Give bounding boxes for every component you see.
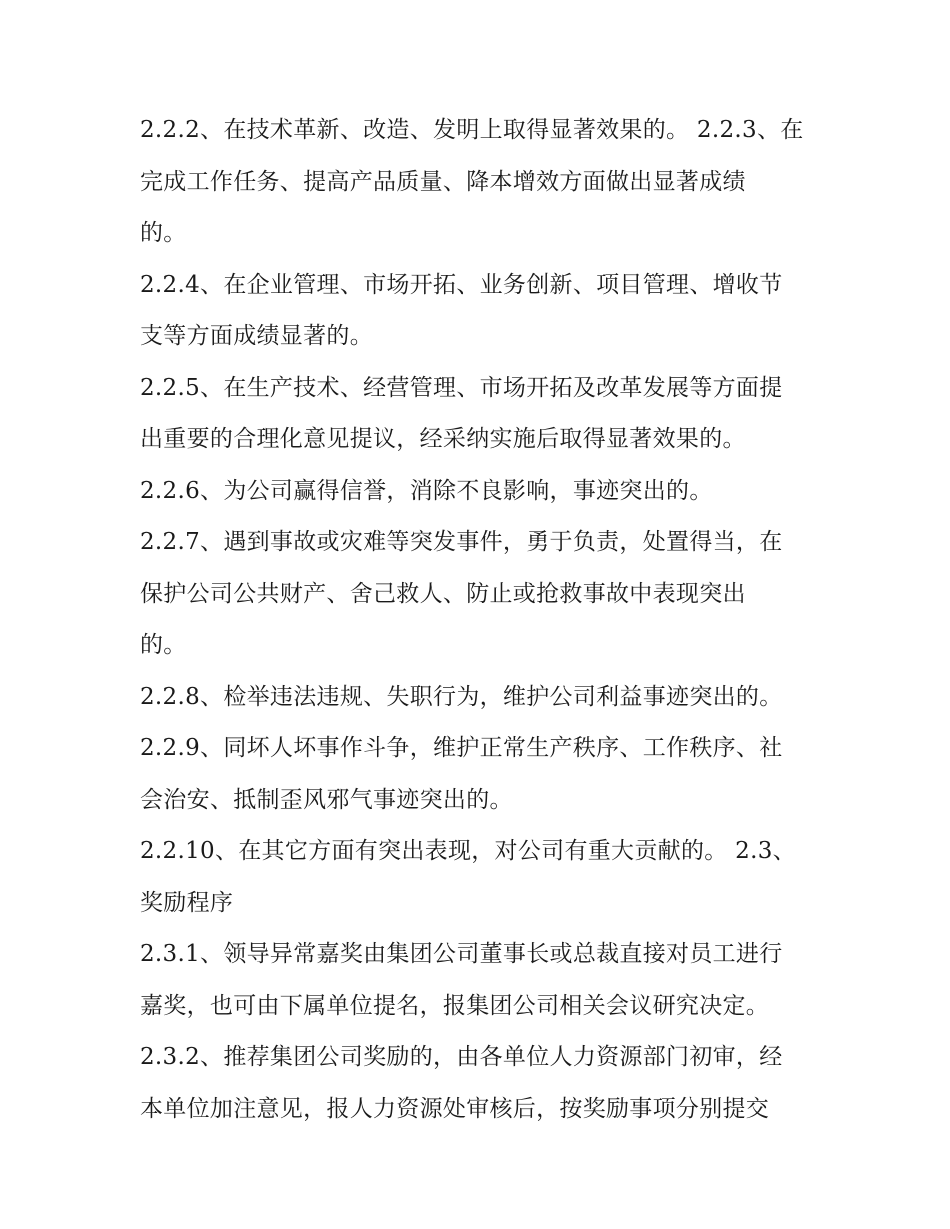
text-line: 2.2.8、检举违法违规、失职行为，维护公司利益事迹突出的。 [140,683,783,710]
text-line: 2.2.2、在技术革新、改造、发明上取得显著效果的。 2.2.3、在 [140,117,804,143]
text-line: 2.2.7、遇到事故或灾难等突发事件，勇于负责，处置得当，在 [140,529,783,555]
text-line: 2.3.2、推荐集团公司奖励的，由各单位人力资源部门初审，经 [140,1044,783,1070]
text-line: 2.2.6、为公司赢得信誉，消除不良影响，事迹突出的。 [140,477,713,504]
text-line: 的。 [140,220,187,246]
text-line: 出重要的合理化意见提议，经采纳实施后取得显著效果的。 [140,426,746,452]
text-line: 2.3.1、领导异常嘉奖由集团公司董事长或总裁直接对员工进行 [140,941,783,967]
text-line: 完成工作任务、提高产品质量、降本增效方面做出显著成绩 [140,168,746,195]
text-line: 2.2.4、在企业管理、市场开拓、业务创新、项目管理、增收节 [140,271,783,298]
text-line: 2.2.10、在其它方面有突出表现，对公司有重大贡献的。 2.3、 [140,838,796,864]
text-line: 2.2.9、同坏人坏事作斗争，维护正常生产秩序、工作秩序、社 [140,735,783,761]
text-line: 的。 [140,632,187,658]
document-body [140,105,820,1135]
text-line: 支等方面成绩显著的。 [140,323,373,349]
text-line: 会治安、抵制歪风邪气事迹突出的。 [140,786,513,813]
text-line: 2.2.5、在生产技术、经营管理、市场开拓及改革发展等方面提 [140,374,783,401]
text-line: 保护公司公共财产、舍己救人、防止或抢救事故中表现突出 [140,580,746,607]
text-line: 嘉奖，也可由下属单位提名，报集团公司相关会议研究决定。 [140,992,770,1019]
text-line: 本单位加注意见，报人力资源处审核后，按奖励事项分别提交 [140,1095,770,1122]
text-line: 奖励程序 [140,889,234,916]
